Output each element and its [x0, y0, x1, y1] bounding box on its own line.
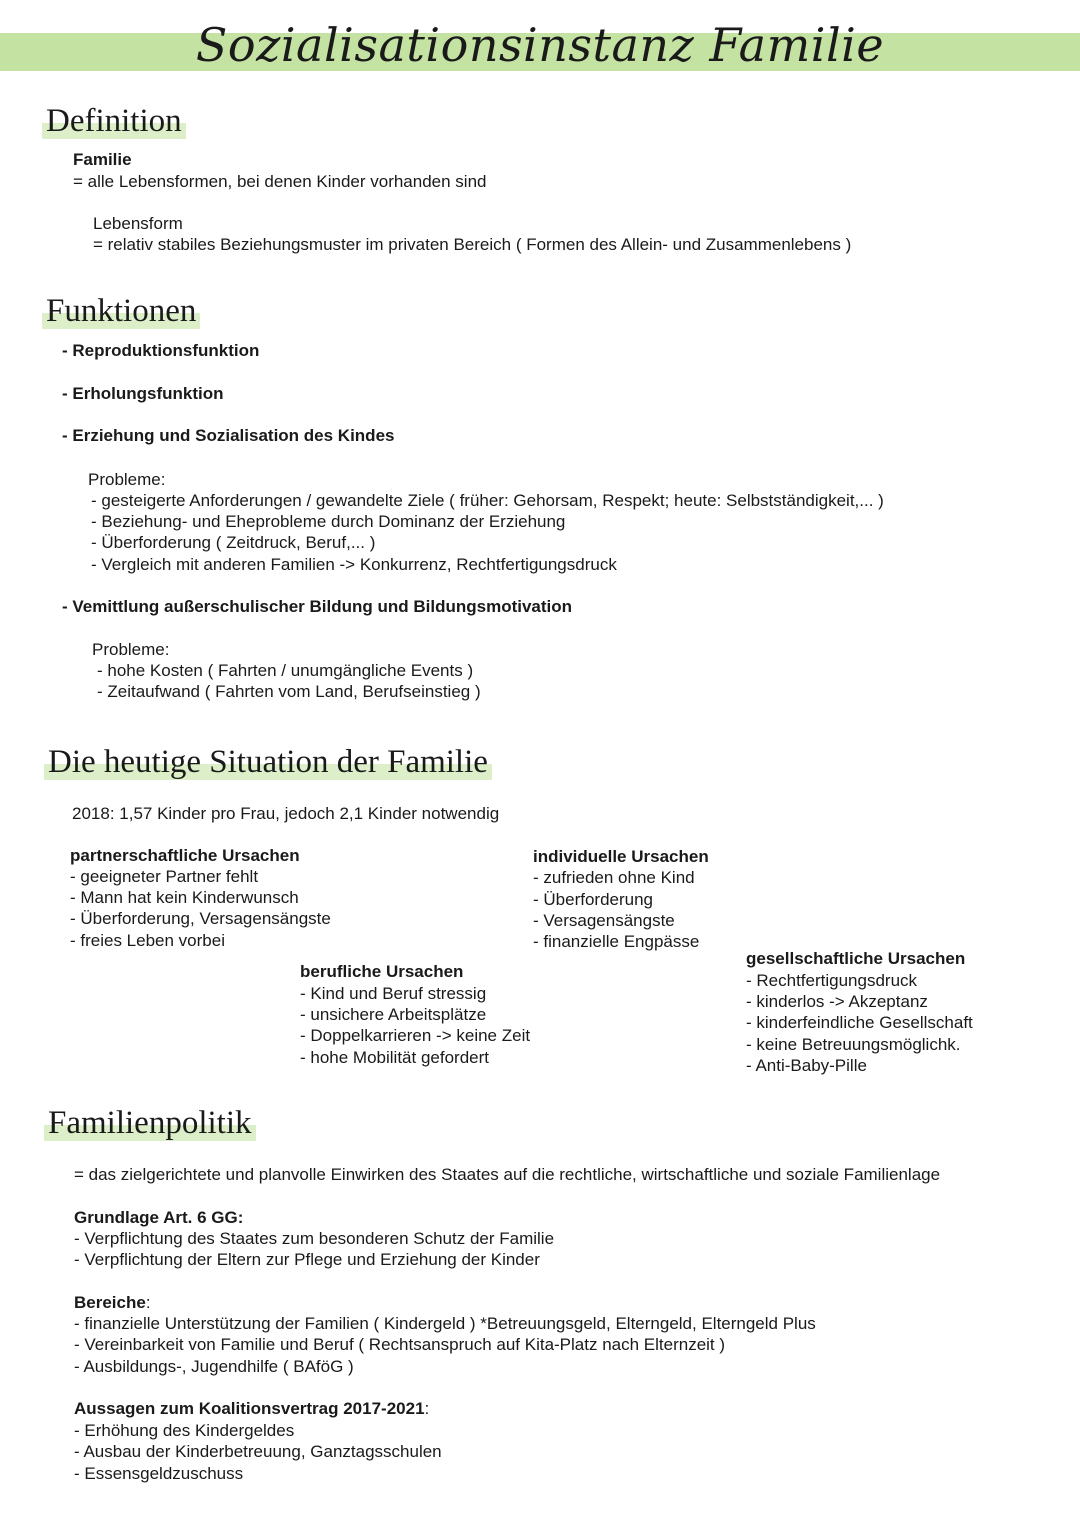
list-item: - hohe Kosten ( Fahrten / unumgängliche Events ): [97, 661, 474, 680]
list-item: - geeigneter Partner fehlt: [70, 867, 259, 886]
grundlage-title: Grundlage Art. 6 GG:: [74, 1208, 244, 1227]
list-item: - Verpflichtung der Eltern zur Pflege und Erziehung der Kinder: [74, 1250, 540, 1269]
list-item: - finanzielle Unterstützung der Familien ( Kindergeld ) *Betreuungsgeld, Elterngeld, Elterngeld Plus: [74, 1314, 816, 1333]
funktionen-heading: Funktionen: [42, 291, 200, 331]
list-item: - Essensgeldzuschuss: [74, 1464, 244, 1483]
probleme-label: Probleme:: [88, 470, 166, 489]
politik-heading: Familienpolitik: [44, 1103, 256, 1143]
bereiche-title: Bereiche: [74, 1293, 146, 1312]
individuell-title: individuelle Ursachen: [533, 847, 709, 866]
list-item: - unsichere Arbeitsplätze: [300, 1005, 487, 1024]
page-title: Sozialisationsinstanz Familie: [195, 18, 885, 72]
list-item: - Überforderung: [533, 890, 654, 909]
term-lebensform: Lebensform: [93, 214, 183, 233]
list-item: - zufrieden ohne Kind: [533, 868, 695, 887]
list-item: - Ausbau der Kinderbetreuung, Ganztagsschulen: [74, 1442, 442, 1461]
birth-rate-stat: 2018: 1,57 Kinder pro Frau, jedoch 2,1 Kinder notwendig: [72, 804, 500, 823]
funktion-bildung: - Vemittlung außerschulischer Bildung und Bildungsmotivation: [62, 597, 573, 616]
list-item: - Rechtfertigungsdruck: [746, 971, 918, 990]
list-item: - Überforderung ( Zeitdruck, Beruf,... ): [91, 533, 376, 552]
bereiche-title-line: [74, 1292, 151, 1313]
list-item: - keine Betreuungsmöglichk.: [746, 1035, 961, 1054]
list-item: - Erhöhung des Kindergeldes: [74, 1421, 295, 1440]
definition-heading: Definition: [42, 101, 186, 141]
list-item: - Beziehung- und Eheprobleme durch Dominanz der Erziehung: [91, 512, 566, 531]
list-item: - Zeitaufwand ( Fahrten vom Land, Berufseinstieg ): [97, 682, 481, 701]
list-item: - Mann hat kein Kinderwunsch: [70, 888, 299, 907]
beruflich-title: berufliche Ursachen: [300, 962, 464, 981]
list-item: - Vergleich mit anderen Familien -> Konkurrenz, Rechtfertigungsdruck: [91, 555, 617, 574]
definition-familie: = alle Lebensformen, bei denen Kinder vorhanden sind: [73, 172, 487, 191]
list-item: - gesteigerte Anforderungen / gewandelte Ziele ( früher: Gehorsam, Respekt; heute: Selbstständigkeit,... ): [91, 491, 884, 510]
list-item: - Ausbildungs-, Jugendhilfe ( BAföG ): [74, 1357, 354, 1376]
list-item: - freies Leben vorbei: [70, 931, 225, 950]
list-item: - finanzielle Engpässe: [533, 932, 700, 951]
list-item: - Versagensängste: [533, 911, 675, 930]
term-familie: Familie: [73, 150, 132, 169]
politik-definition: = das zielgerichtete und planvolle Einwirken des Staates auf die rechtliche, wirtschaftliche und soziale Familienlage: [74, 1165, 941, 1184]
funktion-erholung: - Erholungsfunktion: [62, 384, 224, 403]
list-item: - Anti-Baby-Pille: [746, 1056, 867, 1075]
definition-lebensform: = relativ stabiles Beziehungsmuster im privaten Bereich ( Formen des Allein- und Zusammenlebens ): [93, 235, 852, 254]
probleme-label: Probleme:: [92, 640, 170, 659]
list-item: - Doppelkarrieren -> keine Zeit: [300, 1026, 531, 1045]
list-item: - Verpflichtung des Staates zum besonderen Schutz der Familie: [74, 1229, 555, 1248]
list-item: - kinderfeindliche Gesellschaft: [746, 1013, 973, 1032]
koalition-title: Aussagen zum Koalitionsvertrag 2017-2021: [74, 1399, 425, 1418]
koalition-title-line: [74, 1398, 429, 1419]
situation-heading: Die heutige Situation der Familie: [44, 742, 492, 782]
list-item: - hohe Mobilität gefordert: [300, 1048, 489, 1067]
partnerschaftlich-title: partnerschaftliche Ursachen: [70, 846, 300, 865]
list-item: - Kind und Beruf stressig: [300, 984, 487, 1003]
list-item: - Überforderung, Versagensängste: [70, 909, 331, 928]
funktion-erziehung: - Erziehung und Sozialisation des Kindes: [62, 426, 395, 445]
gesellschaftlich-title: gesellschaftliche Ursachen: [746, 949, 966, 968]
koalition-colon: :: [424, 1399, 430, 1418]
funktion-reproduktion: - Reproduktionsfunktion: [62, 341, 260, 360]
list-item: - Vereinbarkeit von Familie und Beruf ( Rechtsanspruch auf Kita-Platz nach Elternzeit ): [74, 1335, 726, 1354]
list-item: - kinderlos -> Akzeptanz: [746, 992, 928, 1011]
bereiche-colon: :: [145, 1293, 151, 1312]
